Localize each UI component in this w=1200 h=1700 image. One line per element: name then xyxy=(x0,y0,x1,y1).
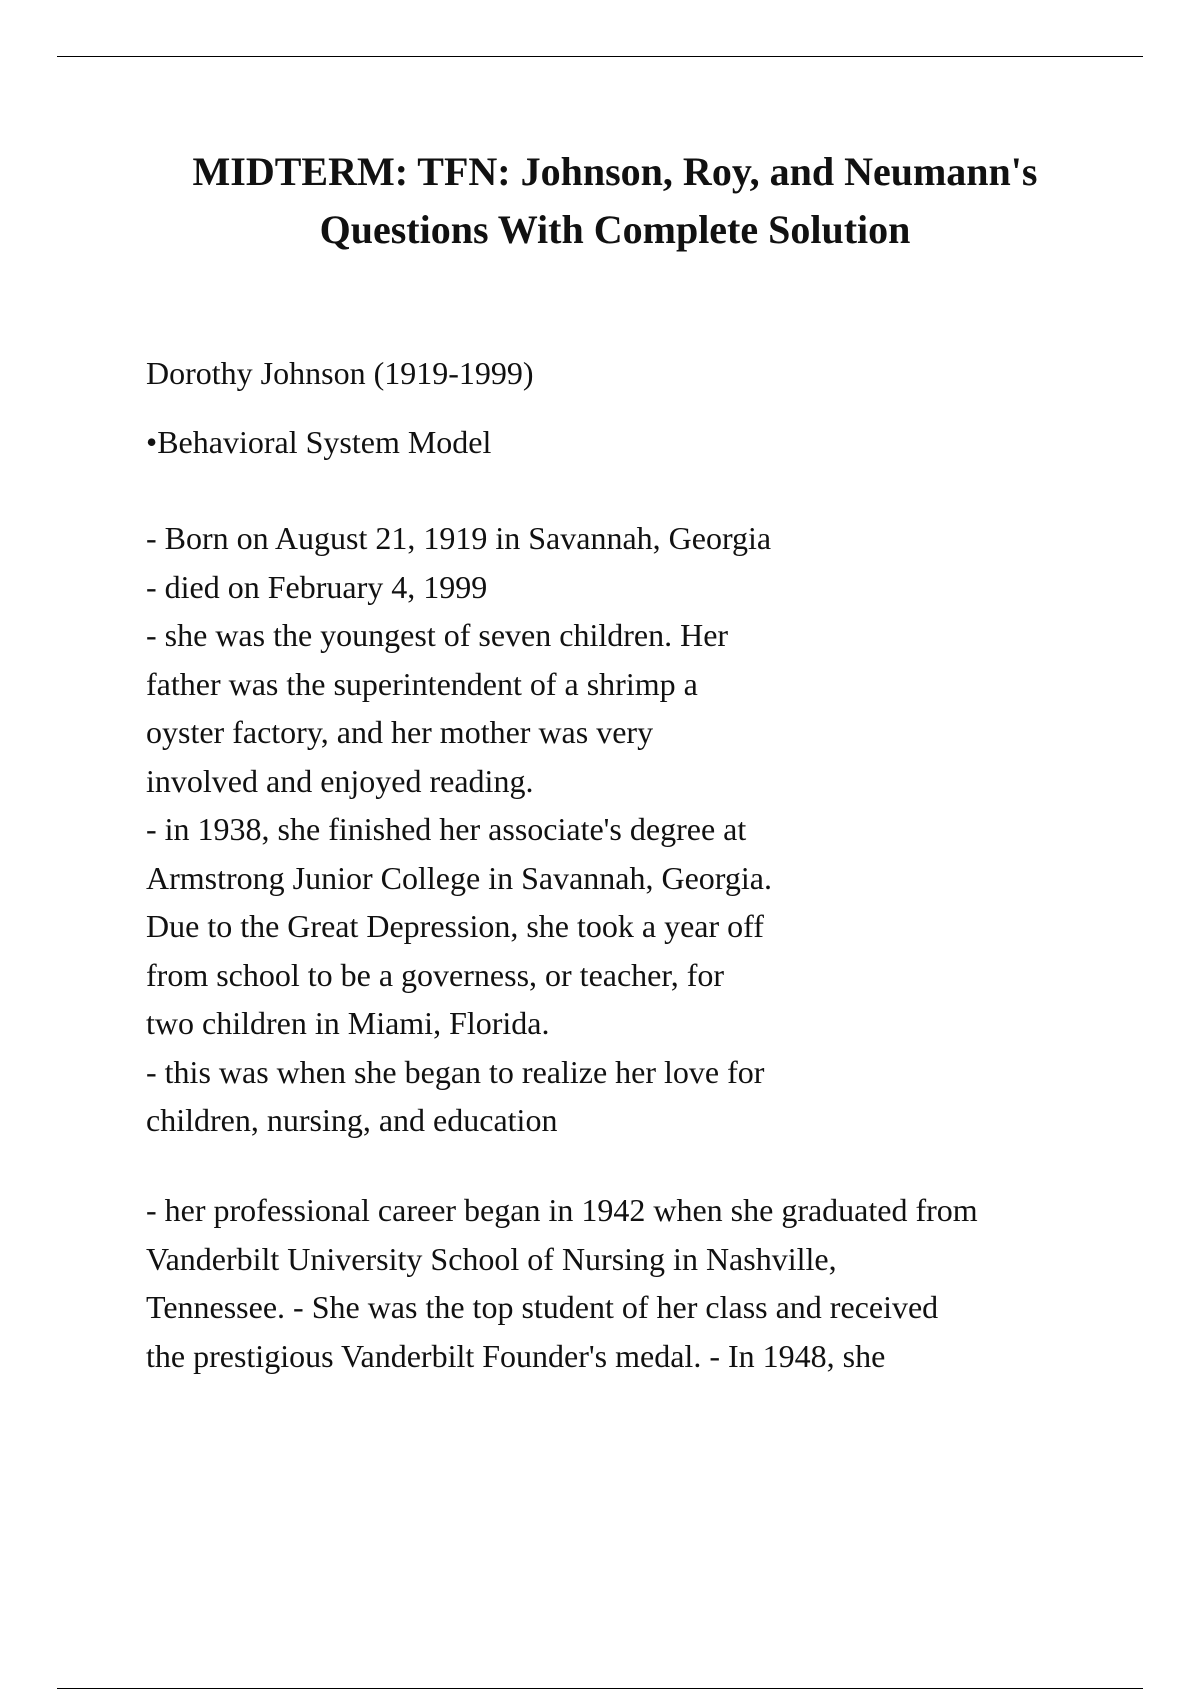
career-line: Tennessee. - She was the top student of her class and received xyxy=(146,1289,939,1325)
bio-line: from school to be a governess, or teacher, for xyxy=(146,956,725,993)
bio-line: father was the superintendent of a shrimp a xyxy=(146,665,698,702)
bottom-divider xyxy=(57,1688,1143,1689)
bio-line: - died on February 4, 1999 xyxy=(146,568,488,605)
career-paragraph xyxy=(146,1186,1146,1380)
bio-line: - this was when she began to realize her love for xyxy=(146,1053,765,1090)
bio-line: - she was the youngest of seven children. Her xyxy=(146,617,729,653)
career-line: - her professional career began in 1942 when she graduated from xyxy=(146,1192,978,1228)
bio-line: two children in Miami, Florida. xyxy=(146,1005,550,1041)
bio-line: Armstrong Junior College in Savannah, Georgia. xyxy=(146,859,772,896)
bio-line: oyster factory, and her mother was very xyxy=(146,714,654,750)
bio-paragraph xyxy=(146,514,1146,1145)
bio-line: - in 1938, she finished her associate's degree at xyxy=(146,811,747,847)
career-line: Vanderbilt University School of Nursing in Nashville, xyxy=(146,1240,837,1277)
bio-line: - Born on August 21, 1919 in Savannah, Georgia xyxy=(146,520,772,556)
title-line-2: Questions With Complete Solution xyxy=(319,207,911,252)
model-bullet: •Behavioral System Model xyxy=(146,424,492,460)
top-divider xyxy=(57,56,1143,57)
career-line: the prestigious Vanderbilt Founder's medal. - In 1948, she xyxy=(146,1337,886,1374)
author-heading: Dorothy Johnson (1919-1999) xyxy=(146,355,534,391)
bio-line: involved and enjoyed reading. xyxy=(146,762,534,799)
title-line-1: MIDTERM: TFN: Johnson, Roy, and Neumann's xyxy=(192,149,1038,194)
bio-line: Due to the Great Depression, she took a year off xyxy=(146,908,764,944)
page-title xyxy=(80,143,1150,259)
bio-line: children, nursing, and education xyxy=(146,1102,558,1138)
